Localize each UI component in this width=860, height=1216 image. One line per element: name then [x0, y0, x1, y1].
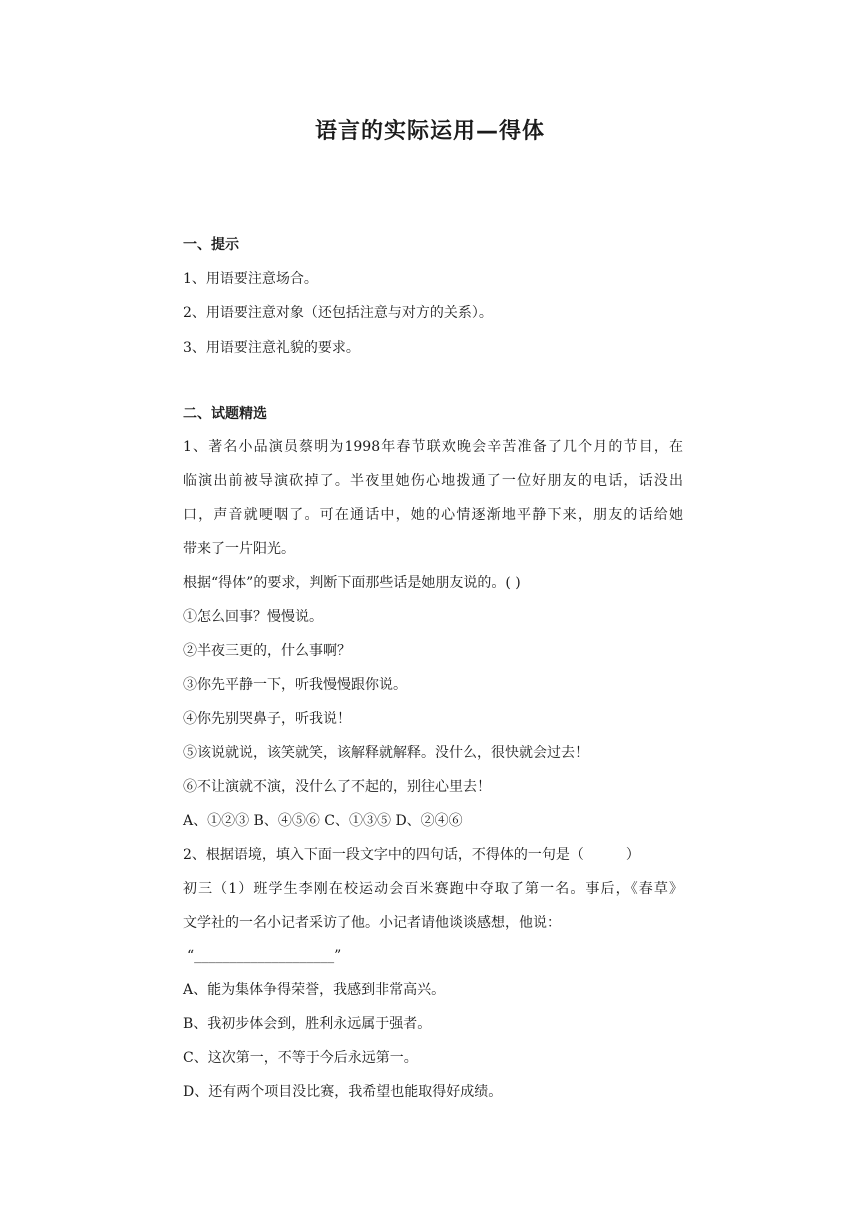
question-1-option: ①怎么回事？慢慢说。: [183, 609, 323, 625]
tip-item: 3、用语要注意礼貌的要求。: [183, 340, 360, 356]
tip-item: 1、用语要注意场合。: [183, 271, 318, 287]
question-1-option: ⑥不让演就不演，没什么了不起的，别往心里去！: [183, 779, 491, 795]
question-1-text-line: 带来了一片阳光。: [183, 541, 295, 557]
tip-item: 2、用语要注意对象（还包括注意与对方的关系）。: [183, 305, 493, 321]
question-2-option: B、我初步体会到，胜利永远属于强者。: [183, 1016, 432, 1032]
document-title: 语言的实际运用—得体: [314, 119, 545, 144]
section-heading-tips: 一、提示: [183, 237, 239, 253]
question-1-option: ③你先平静一下，听我慢慢跟你说。: [183, 677, 407, 693]
question-2-option: D、还有两个项目没比赛，我希望也能取得好成绩。: [183, 1084, 503, 1100]
question-1-option: ②半夜三更的，什么事啊？: [183, 643, 351, 659]
question-1-text-line: 口，声音就哽咽了。可在通话中，她的心情逐渐地平静下来，朋友的话给她: [183, 507, 683, 523]
question-1-text-line: 1、著名小品演员蔡明为1998年春节联欢晚会辛苦准备了几个月的节目，在: [183, 439, 683, 455]
question-1-option: ⑤该说就说，该笑就笑，该解释就解释。没什么，很快就会过去！: [183, 745, 589, 761]
question-1-text-line: 临演出前被导演砍掉了。半夜里她伤心地拨通了一位好朋友的电话，话没出: [183, 473, 683, 489]
question-2-text-line: 初三（1）班学生李刚在校运动会百米赛跑中夺取了第一名。事后，《春草》: [183, 881, 683, 897]
question-2-answer-blank: “____________________”: [187, 948, 342, 964]
question-2-option: C、这次第一，不等于今后永远第一。: [183, 1050, 418, 1066]
question-2-prompt: 2、根据语境，填入下面一段文字中的四句话，不得体的一句是（ ）: [183, 847, 640, 863]
question-2-text-line: 文学社的一名小记者采访了他。小记者请他谈谈感想，他说：: [183, 915, 561, 931]
question-1-prompt: 根据“得体”的要求，判断下面那些话是她朋友说的。( ): [183, 575, 521, 591]
question-1-option: ④你先别哭鼻子，听我说！: [183, 711, 351, 727]
question-1-choices: A、①②③ B、④⑤⑥ C、①③⑤ D、②④⑥: [183, 813, 463, 829]
section-heading-questions: 二、试题精选: [183, 406, 267, 422]
question-2-option: A、能为集体争得荣誉，我感到非常高兴。: [183, 982, 446, 998]
